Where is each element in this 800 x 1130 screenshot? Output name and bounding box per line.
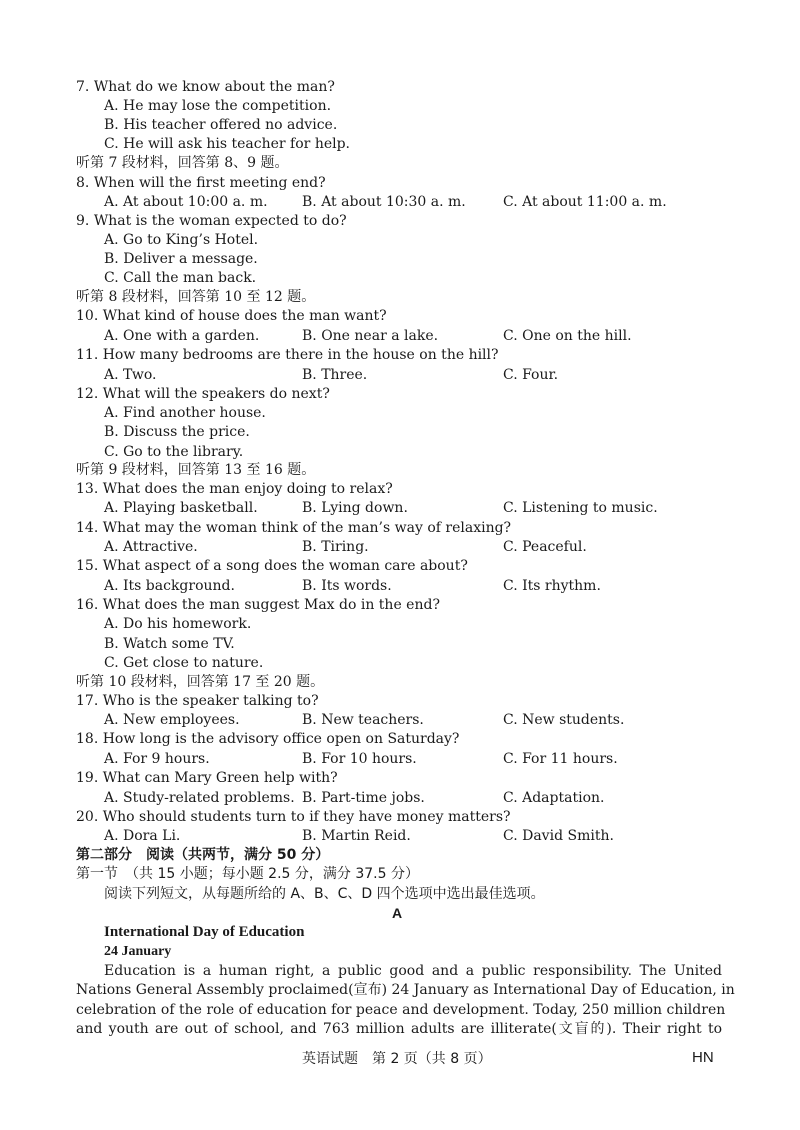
option-17b: B. New teachers. xyxy=(302,712,424,728)
option-17c: C. New students. xyxy=(503,712,625,728)
option-20c: C. David Smith. xyxy=(503,828,614,844)
question-7: 7. What do we know about the man? xyxy=(76,79,335,95)
option-14a: A. Attractive. xyxy=(104,539,198,555)
listening-instruction-9: 听第 9 段材料，回答第 13 至 16 题。 xyxy=(76,462,316,478)
option-8a: A. At about 10:00 a. m. xyxy=(104,194,268,210)
listening-instruction-10: 听第 10 段材料，回答第 17 至 20 题。 xyxy=(76,674,325,690)
question-15: 15. What aspect of a song does the woman care about? xyxy=(76,558,468,574)
option-19a: A. Study-related problems. xyxy=(104,790,295,806)
option-10c: C. One on the hill. xyxy=(503,328,632,344)
option-20b: B. Martin Reid. xyxy=(302,828,411,844)
reading-instruction: 阅读下列短文，从每题所给的 A、B、C、D 四个选项中选出最佳选项。 xyxy=(104,886,545,902)
option-11c: C. Four. xyxy=(503,367,559,383)
option-13c: C. Listening to music. xyxy=(503,500,658,516)
question-12: 12. What will the speakers do next? xyxy=(76,386,330,402)
option-11a: A. Two. xyxy=(104,367,157,383)
paragraph-line: celebration of the role of education for peace and development. Today, 250 million children xyxy=(76,1002,726,1018)
question-11: 11. How many bedrooms are there in the house on the hill? xyxy=(76,347,499,363)
question-10: 10. What kind of house does the man want? xyxy=(76,308,387,324)
option-16b: B. Watch some TV. xyxy=(104,636,235,652)
page-footer: 英语试题 第 2 页（共 8 页） xyxy=(302,1051,492,1067)
paragraph-line: and youth are out of school, and 763 million adults are illiterate(文盲的). Their right to xyxy=(76,1021,722,1037)
paragraph-line: Nations General Assembly proclaimed(宣布) 24 January as International Day of Education, in xyxy=(76,982,735,998)
section1-heading: 第一节 （共 15 小题；每小题 2.5 分，满分 37.5 分） xyxy=(76,866,419,882)
option-13b: B. Lying down. xyxy=(302,500,408,516)
question-16: 16. What does the man suggest Max do in the end? xyxy=(76,597,440,613)
option-15c: C. Its rhythm. xyxy=(503,578,601,594)
option-7b: B. His teacher offered no advice. xyxy=(104,117,338,133)
passage-letter: A xyxy=(392,905,403,921)
paragraph-line: Education is a human right, a public good and a public responsibility. The United xyxy=(104,963,722,979)
option-10a: A. One with a garden. xyxy=(104,328,260,344)
part2-heading: 第二部分 阅读（共两节，满分 50 分） xyxy=(76,847,330,863)
option-12a: A. Find another house. xyxy=(104,405,266,421)
question-9: 9. What is the woman expected to do? xyxy=(76,213,347,229)
option-8b: B. At about 10:30 a. m. xyxy=(302,194,466,210)
option-12c: C. Go to the library. xyxy=(104,444,244,460)
listening-instruction-8: 听第 8 段材料，回答第 10 至 12 题。 xyxy=(76,289,316,305)
region-code: HN xyxy=(692,1049,714,1066)
option-14b: B. Tiring. xyxy=(302,539,369,555)
option-13a: A. Playing basketball. xyxy=(104,500,258,516)
option-18c: C. For 11 hours. xyxy=(503,751,618,767)
option-15b: B. Its words. xyxy=(302,578,392,594)
option-19b: B. Part-time jobs. xyxy=(302,790,425,806)
option-9a: A. Go to King’s Hotel. xyxy=(104,232,259,248)
option-8c: C. At about 11:00 a. m. xyxy=(503,194,667,210)
option-18a: A. For 9 hours. xyxy=(104,751,210,767)
listening-instruction-7: 听第 7 段材料，回答第 8、9 题。 xyxy=(76,155,289,171)
question-19: 19. What can Mary Green help with? xyxy=(76,770,338,786)
option-15a: A. Its background. xyxy=(104,578,235,594)
option-11b: B. Three. xyxy=(302,367,368,383)
question-8: 8. When will the first meeting end? xyxy=(76,175,326,191)
option-16a: A. Do his homework. xyxy=(104,616,252,632)
option-9c: C. Call the man back. xyxy=(104,270,257,286)
passage-title: International Day of Education xyxy=(104,924,305,940)
option-7c: C. He will ask his teacher for help. xyxy=(104,136,351,152)
option-20a: A. Dora Li. xyxy=(104,828,181,844)
option-16c: C. Get close to nature. xyxy=(104,655,264,671)
option-7a: A. He may lose the competition. xyxy=(104,98,332,114)
option-18b: B. For 10 hours. xyxy=(302,751,417,767)
question-13: 13. What does the man enjoy doing to relax? xyxy=(76,481,393,497)
option-19c: C. Adaptation. xyxy=(503,790,605,806)
option-14c: C. Peaceful. xyxy=(503,539,587,555)
question-14: 14. What may the woman think of the man’s way of relaxing? xyxy=(76,520,512,536)
question-18: 18. How long is the advisory office open on Saturday? xyxy=(76,731,460,747)
option-9b: B. Deliver a message. xyxy=(104,251,258,267)
question-17: 17. Who is the speaker talking to? xyxy=(76,693,319,709)
option-12b: B. Discuss the price. xyxy=(104,424,250,440)
option-17a: A. New employees. xyxy=(104,712,240,728)
question-20: 20. Who should students turn to if they have money matters? xyxy=(76,809,511,825)
passage-date: 24 January xyxy=(104,944,172,959)
option-10b: B. One near a lake. xyxy=(302,328,439,344)
